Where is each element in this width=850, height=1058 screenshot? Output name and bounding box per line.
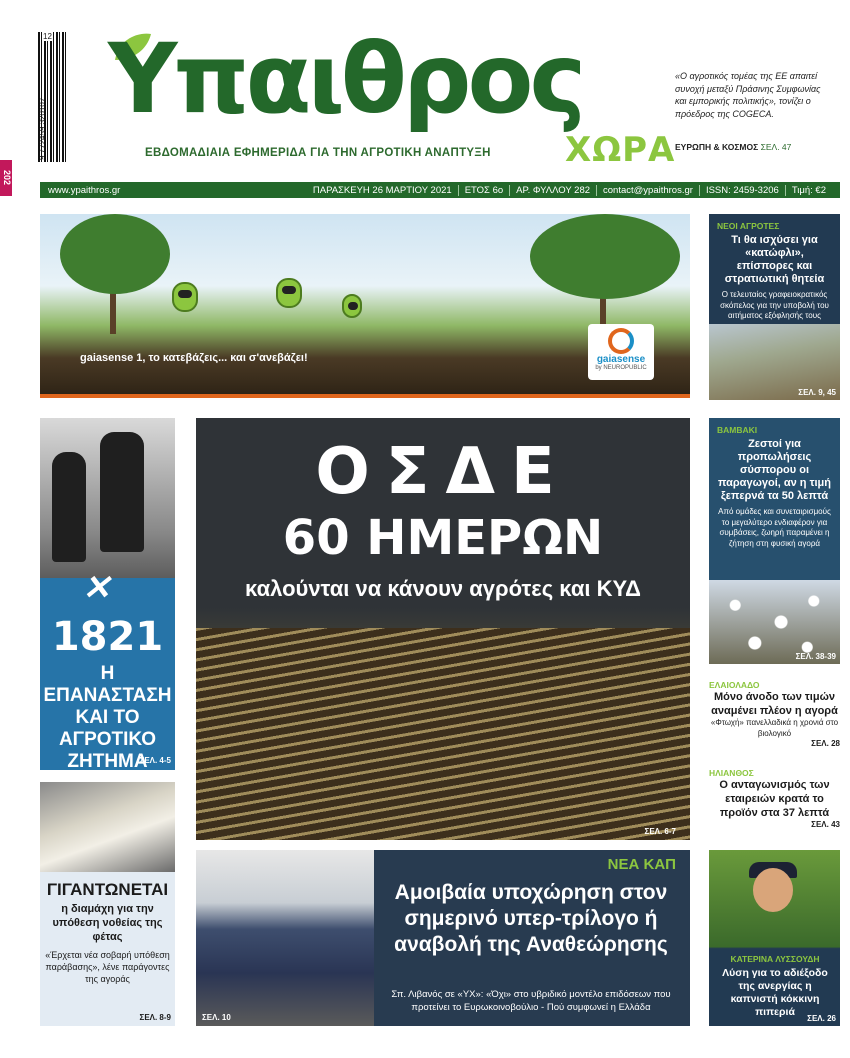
issue-code: 12 — [43, 32, 52, 41]
story-kicker: ΝΕΑ ΚΑΠ — [607, 856, 676, 873]
story-page: ΣΕΛ. 6-7 — [644, 827, 676, 836]
story-page: ΣΕΛ. 26 — [807, 1014, 836, 1023]
teaser-page: ΣΕΛ. 47 — [760, 142, 792, 152]
barcode-number: 9 772459 320107 — [38, 97, 47, 160]
story-cap[interactable] — [196, 850, 690, 1026]
newspaper-subtitle: ΧΩΡΑ — [565, 130, 676, 170]
story-text: «Έρχεται νέα σοβαρή υπόθεση παράβασης», λένε παράγοντες της αγοράς — [45, 950, 170, 984]
story-title: Ζεστοί για προπωλήσεις σύσπορου οι παραγωγοί, αν η τιμή ξεπερνά τα 50 λεπτά — [718, 438, 831, 502]
story-section: ΝΕΟΙ ΑΓΡΟΤΕΣ — [717, 221, 780, 231]
story-page: ΣΕΛ. 10 — [202, 1013, 231, 1022]
story-text: «Φτωχή» πανελλαδικά η χρονιά στο βιολογικό — [710, 718, 839, 738]
website-link[interactable]: www.ypaithros.gr — [48, 184, 121, 196]
story-page: ΣΕΛ. 4-5 — [139, 756, 171, 765]
teaser-quote-ref — [675, 142, 791, 152]
story-page: ΣΕΛ. 9, 45 — [798, 388, 836, 397]
issue-year: ΕΤΟΣ 6ο — [458, 185, 509, 196]
feta-photo — [40, 782, 175, 872]
side-badge: 202 — [0, 160, 12, 196]
story-title: Ο ανταγωνισμός των εταιρειών κρατά το προϊόν στα 37 λεπτά — [719, 779, 830, 819]
story-title: ΓΙΓΑΝΤΩΝΕΤΑΙ — [46, 880, 169, 899]
lead-headline: ΟΣΔΕ — [315, 435, 571, 509]
story-1821[interactable] — [40, 418, 175, 770]
story-text: Σπ. Λιβανός σε «ΥΧ»: «Όχι» στο υβριδικό μοντέλο επιδόσεων που προτείνει το Ευρωκοινοβούλιο - Πού συμφωνεί η Ελλάδα — [391, 989, 671, 1013]
story-text: Ο τελευταίος γραφειοκρατικός σκόπελος για την υποβολή του αιτήματος εξόφλησής τους — [720, 290, 829, 320]
story-subtitle: η διαμάχη για την υπόθεση νοθείας της φέτας — [52, 903, 163, 943]
lead-story[interactable] — [196, 418, 690, 840]
story-title: Τι θα ισχύσει για «κατώφλι», επίσπορες και στρατιωτική θητεία — [724, 234, 825, 285]
story-text: Από ομάδες και συνεταιρισμούς το μεγαλύτερο ενδιαφέρον για συμβάσεις, ζωηρή παραμένει η ζήτηση στη φυσική αγορά — [718, 507, 831, 548]
issn: ISSN: 2459-3206 — [699, 185, 785, 196]
contact-email[interactable]: contact@ypaithros.gr — [596, 185, 699, 196]
robot-illustration — [342, 294, 362, 318]
story-pepper[interactable] — [709, 850, 840, 1026]
story-section: ΒΑΜΒΑΚΙ — [717, 425, 758, 435]
teaser-section: ΕΥΡΩΠΗ & ΚΟΣΜΟΣ — [675, 142, 759, 152]
newspaper-title[interactable]: Υπαιθρος — [108, 23, 583, 135]
history-year: 1821 — [51, 614, 164, 660]
story-section: ΗΛΙΑΝΘΟΣ — [709, 768, 754, 778]
story-title: Μόνο άνοδο των τιμών αναμένει πλέον η αγορά — [711, 691, 838, 717]
info-strip — [40, 182, 840, 198]
robot-illustration — [276, 278, 302, 308]
history-line: Η ΕΠΑΝΑΣΤΑΣΗ — [43, 663, 172, 706]
story-page: ΣΕΛ. 8-9 — [139, 1013, 171, 1022]
story-olive-oil[interactable] — [709, 680, 840, 748]
issue-date: ΠΑΡΑΣΚΕΥΗ 26 ΜΑΡΤΙΟΥ 2021 — [312, 184, 452, 196]
tagline: ΕΒΔΟΜΑΔΙΑΙΑ ΕΦΗΜΕΡΙΔΑ ΓΙΑ ΤΗΝ ΑΓΡΟΤΙΚΗ ΑΝΑΠΤΥΞΗ — [145, 147, 491, 159]
anniversary-emblem: ✕ — [82, 569, 111, 607]
story-section: ΚΑΤΕΡΙΝΑ ΛΥΣΣΟΥΔΗ — [730, 954, 820, 964]
teaser-quote[interactable]: «Ο αγροτικός τομέας της ΕΕ απαιτεί συνοχή μεταξύ Πράσινης Συμφωνίας και εμπορικής πολιτικής», τονίζει ο πρόεδρος της COGECA. — [675, 71, 821, 119]
story-section: ΕΛΑΙΟΛΑΔΟ — [709, 680, 760, 690]
history-line: ΑΓΡΟΤΙΚΟ — [58, 729, 157, 750]
gaiasense-icon — [608, 328, 634, 354]
story-title: Λύση για το αδιέξοδο της ανεργίας η καπνιστή κόκκινη πιπεριά — [722, 967, 828, 1018]
history-line: ΖΗΤΗΜΑ — [67, 751, 148, 770]
lead-subheadline: καλούνται να κάνουν αγρότες και ΚΥΔ — [245, 576, 641, 601]
story-page: ΣΕΛ. 38-39 — [795, 652, 836, 661]
tractor-photo — [709, 324, 840, 400]
field-photo — [196, 628, 690, 840]
story-page: ΣΕΛ. 28 — [811, 739, 840, 748]
price: Τιμή: €2 — [785, 185, 832, 196]
story-feta[interactable] — [40, 782, 175, 1026]
gaiasense-logo: gaiasense by NEUROPUBLIC — [588, 324, 654, 380]
story-page: ΣΕΛ. 43 — [811, 820, 840, 829]
ad-banner[interactable] — [40, 214, 690, 398]
historical-photo — [40, 418, 175, 578]
story-sunflower[interactable] — [709, 768, 840, 829]
robot-illustration — [172, 282, 198, 312]
issue-number: ΑΡ. ΦΥΛΛΟΥ 282 — [509, 185, 596, 196]
lead-headline-2: 60 ΗΜΕΡΩΝ — [282, 510, 604, 566]
story-new-farmers[interactable] — [709, 214, 840, 400]
cotton-photo — [709, 580, 840, 664]
history-line: ΚΑΙ ΤΟ — [75, 707, 140, 728]
banner-tagline: gaiasense 1, το κατεβάζεις... και σ'ανεβάζει! — [80, 352, 308, 364]
story-title: Αμοιβαία υποχώρηση στον σημερινό υπερ-τρίλογο ή αναβολή της Αναθεώρησης — [394, 881, 668, 956]
parliament-photo — [196, 850, 374, 1026]
story-cotton[interactable] — [709, 418, 840, 664]
